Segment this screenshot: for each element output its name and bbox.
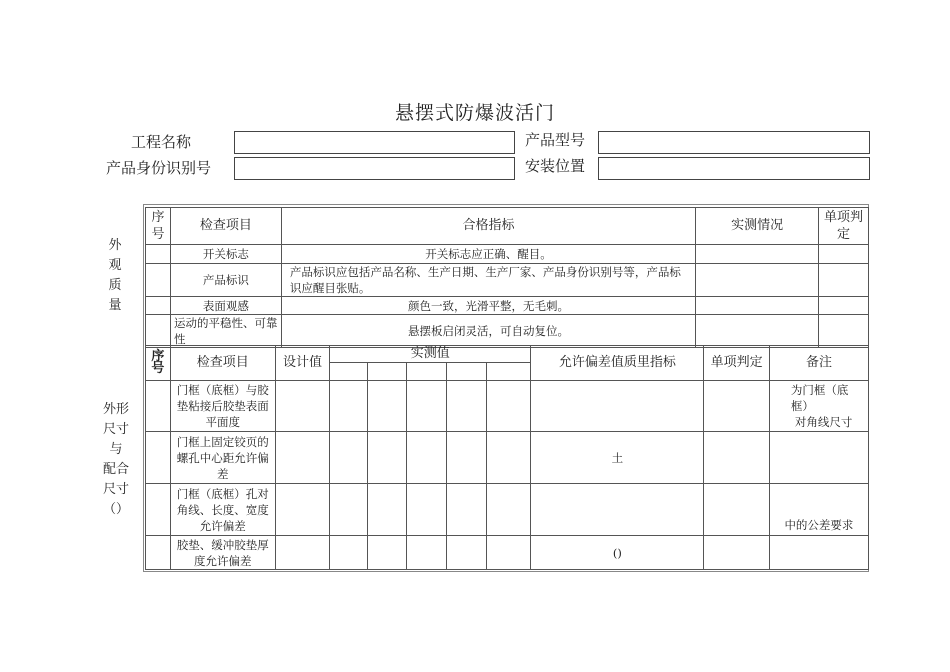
actual-cell[interactable] [696,264,819,297]
product-model-label: 产品型号 [525,131,586,149]
col-actual: 实测情况 [696,208,819,245]
row-spec: 颜色一致，光滑平整，无毛刺。 [281,297,695,315]
dim-col-item: 检查项目 [170,346,275,381]
design-cell[interactable] [275,484,329,536]
judge-cell[interactable] [704,432,769,484]
judge-cell[interactable] [819,264,869,297]
design-cell[interactable] [275,536,329,570]
project-name-field[interactable] [234,131,515,154]
table-row [146,432,869,484]
product-id-field[interactable] [234,157,515,180]
product-id-label: 产品身份识别号 [106,159,212,177]
judge-cell[interactable] [819,297,869,315]
judge-cell[interactable] [704,381,769,432]
row-tolerance: 土 [531,432,704,484]
install-location-label: 安装位置 [525,157,586,175]
row-item: 门框（底框）孔对角线、长度、宽度允许偏差 [170,484,275,536]
col-judge: 单项判 定 [819,208,869,245]
row-spec: 产品标识应包括产品名称、生产日期、生产厂家、产品身份识别号等，产品标识应醒目张贴。 [281,264,695,297]
table-row [146,381,869,432]
remark-cell [769,381,868,432]
row-tolerance [531,484,704,536]
remark-line: 中的公差要求 [769,484,868,536]
dim-col-tolerance: 允许偏差值质里指标 [531,346,704,381]
table-row [146,536,869,570]
project-name-label: 工程名称 [131,133,192,151]
row-item: 门框上固定铰页的螺孔中心距允许偏差 [170,432,275,484]
dim-col-measured: 实测值 [330,346,531,363]
remark-line: 对角线尺寸 [794,415,853,429]
dim-col-remark: 备注 [769,346,868,381]
row-item: 门框（底框）与胶垫粘接后胶垫表面平面度 [170,381,275,432]
table-row [146,315,869,348]
row-spec: 开关标志应正确、醒目。 [281,245,695,264]
appearance-table [145,207,869,348]
row-item: 产品标识 [170,264,281,297]
actual-cell[interactable] [696,315,819,348]
appearance-side-label: 外 观 质 量 [108,238,122,313]
col-seq: 序 号 [146,208,171,245]
row-spec: 悬摆板启闭灵活，可自动复位。 [281,315,695,348]
table-row [146,264,869,297]
col-spec: 合格指标 [281,208,695,245]
row-item: 运动的平稳性、可靠性 [170,315,281,348]
judge-cell[interactable] [819,245,869,264]
col-item: 检查项目 [170,208,281,245]
judge-cell[interactable] [819,315,869,348]
row-tolerance: () [531,536,704,570]
actual-cell[interactable] [696,297,819,315]
row-item: 表面观感 [170,297,281,315]
table-row [146,245,869,264]
row-item: 胶垫、缓冲胶垫厚度允许偏差 [170,536,275,570]
dim-col-seq: 序 号 [146,346,171,381]
dimension-table [145,345,869,570]
page-title: 悬摆式防爆波活门 [394,102,555,124]
actual-cell[interactable] [696,245,819,264]
design-cell[interactable] [275,432,329,484]
dim-col-design: 设计值 [275,346,329,381]
judge-cell[interactable] [704,536,769,570]
dim-col-judge: 单项判定 [704,346,769,381]
row-tolerance [531,381,704,432]
table-row [146,297,869,315]
design-cell[interactable] [275,381,329,432]
table-row [146,484,869,536]
row-item: 开关标志 [170,245,281,264]
product-model-field[interactable] [598,131,870,154]
judge-cell[interactable] [704,484,769,536]
dimension-side-label: 外形 尺寸 与 配合 尺寸 （） [102,402,129,517]
remark-line: 为门框（底框） [790,383,849,413]
install-location-field[interactable] [598,157,870,180]
